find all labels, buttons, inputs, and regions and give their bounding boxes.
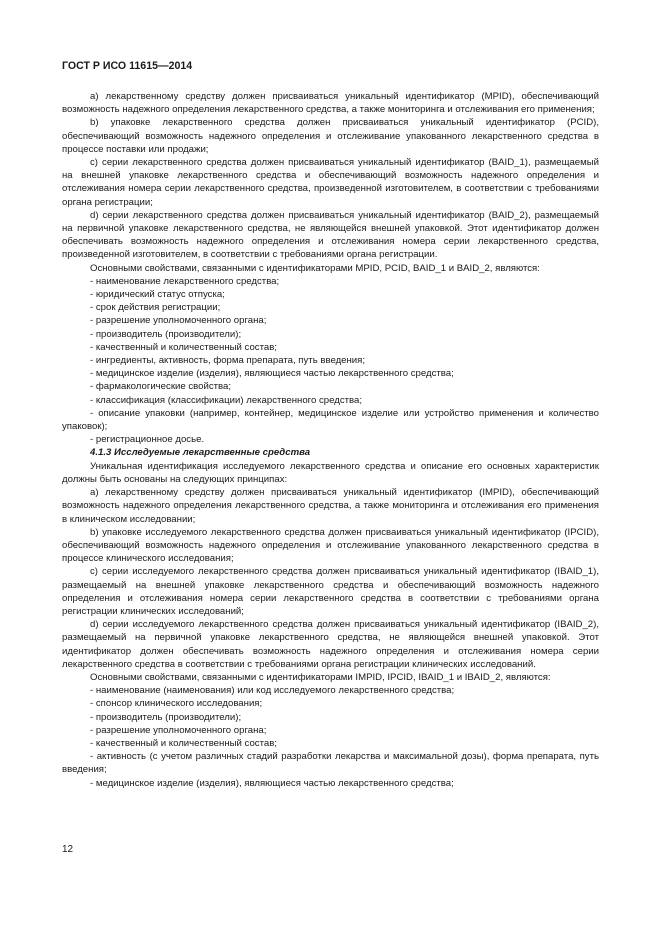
list-item: - производитель (производители); [90,328,242,340]
list-item: - описание упаковки (например, контейнер, медицинское изделие или устройство применения и количество упаковок); [62,407,599,433]
paragraph: c) серии исследуемого лекарственного средства должен присваиваться уникальный идентификатор (IBAID_1), размещаемый на внешней упаковке лекарственного средства и обеспечивающий возможность надежного определения и отслеживания номера серии лекарственного средства в соответствии с требованиями органа регистрации клинических исследований; [62,566,599,617]
list-item: - разрешение уполномоченного органа; [90,315,267,327]
list-item: - разрешение уполномоченного органа; [90,724,267,736]
list-item: - качественный и количественный состав; [90,341,277,353]
paragraph: Основными свойствами, связанными с идентификаторами IMPID, IPCID, IBAID_1 и IBAID_2, являются: [90,671,551,683]
list-item: - наименование лекарственного средства; [90,275,280,287]
paragraph: b) упаковке лекарственного средства должен присваиваться уникальный идентификатор (PCID), обеспечивающий возможность надежного определения и отслеживание упакованного лекарственного средства в процессе поставки или продажи; [62,117,599,155]
list-item: - срок действия регистрации; [90,302,221,314]
paragraph: Основными свойствами, связанными с идентификаторами MPID, PCID, BAID_1 и BAID_2, являются: [90,262,540,274]
list-item: - медицинское изделие (изделия), являющиеся частью лекарственного средства; [90,777,454,789]
section-heading: 4.1.3 Исследуемые лекарственные средства [90,447,311,459]
list-item: - наименование (наименования) или код исследуемого лекарственного средства; [90,685,455,697]
list-item: - классификация (классификации) лекарственного средства; [90,394,363,406]
list-item: - спонсор клинического исследования; [90,698,263,710]
list-item: - активность (с учетом различных стадий разработки лекарства и максимальной дозы), форма препарата, путь введения; [62,751,599,776]
list-item: - медицинское изделие (изделия), являющиеся частью лекарственного средства; [90,368,454,380]
list-item: - юридический статус отпуска; [90,289,225,301]
document-body [62,90,599,790]
list-item: - качественный и количественный состав; [90,737,277,749]
paragraph: c) серии лекарственного средства должен присваиваться уникальный идентификатор (BAID_1), размещаемый на внешней упаковке лекарственного средства и обеспечивающий возможность надежного определения и отслеживания номера серии лекарственного средства, произведенной изготовителем, в соответствии с требованиями органа регистрации; [62,157,599,208]
paragraph: a) лекарственному средству должен присваиваться уникальный идентификатор (IMPID), обеспечивающий возможность надежного определения лекарственного средства, а также мониторинга и отслеживания его применения в клиническом исследовании; [62,487,599,525]
paragraph: d) серии лекарственного средства должен присваиваться уникальный идентификатор (BAID_2), размещаемый на первичной упаковке лекарственного средства, не являющейся внешней упаковкой. Этот идентификатор должен обеспечивать возможность надежного определения и отслеживания номера серии лекарственного средства, произведенной изготовителем, в соответствии с требованиями органа регистрации. [62,209,599,261]
paragraph: a) лекарственному средству должен присваиваться уникальный идентификатор (MPID), обеспечивающий возможность надежного определения лекарственного средства, а также мониторинга и отслеживания его применения; [62,91,599,116]
list-item: - фармакологические свойства; [90,381,232,393]
paragraph: d) серии исследуемого лекарственного средства должен присваиваться уникальный идентификатор (IBAID_2), размещаемый на первичной упаковке лекарственного средства, не являющейся внешней упаковкой. Этот идентификатор должен обеспечивать возможность надежного определения и отслеживания номера серии лекарственного средства в соответствии с требованиями органа регистрации клинических исследований. [62,619,599,670]
list-item: - производитель (производители); [90,711,242,723]
document-header: ГОСТ Р ИСО 11615—2014 [62,60,193,72]
paragraph: b) упаковке исследуемого лекарственного средства должен присваиваться уникальный идентификатор (IPCID), обеспечивающий возможность надежного определения и отслеживание упакованного лекарственного средства в процессе клинического исследования; [62,526,599,565]
list-item: - ингредиенты, активность, форма препарата, путь введения; [90,355,366,367]
list-item: - регистрационное досье. [90,434,205,446]
page-number: 12 [62,844,74,855]
paragraph: Уникальная идентификация исследуемого лекарственного средства и описание его основных характеристик должны быть основаны на следующих принципах: [62,460,599,485]
